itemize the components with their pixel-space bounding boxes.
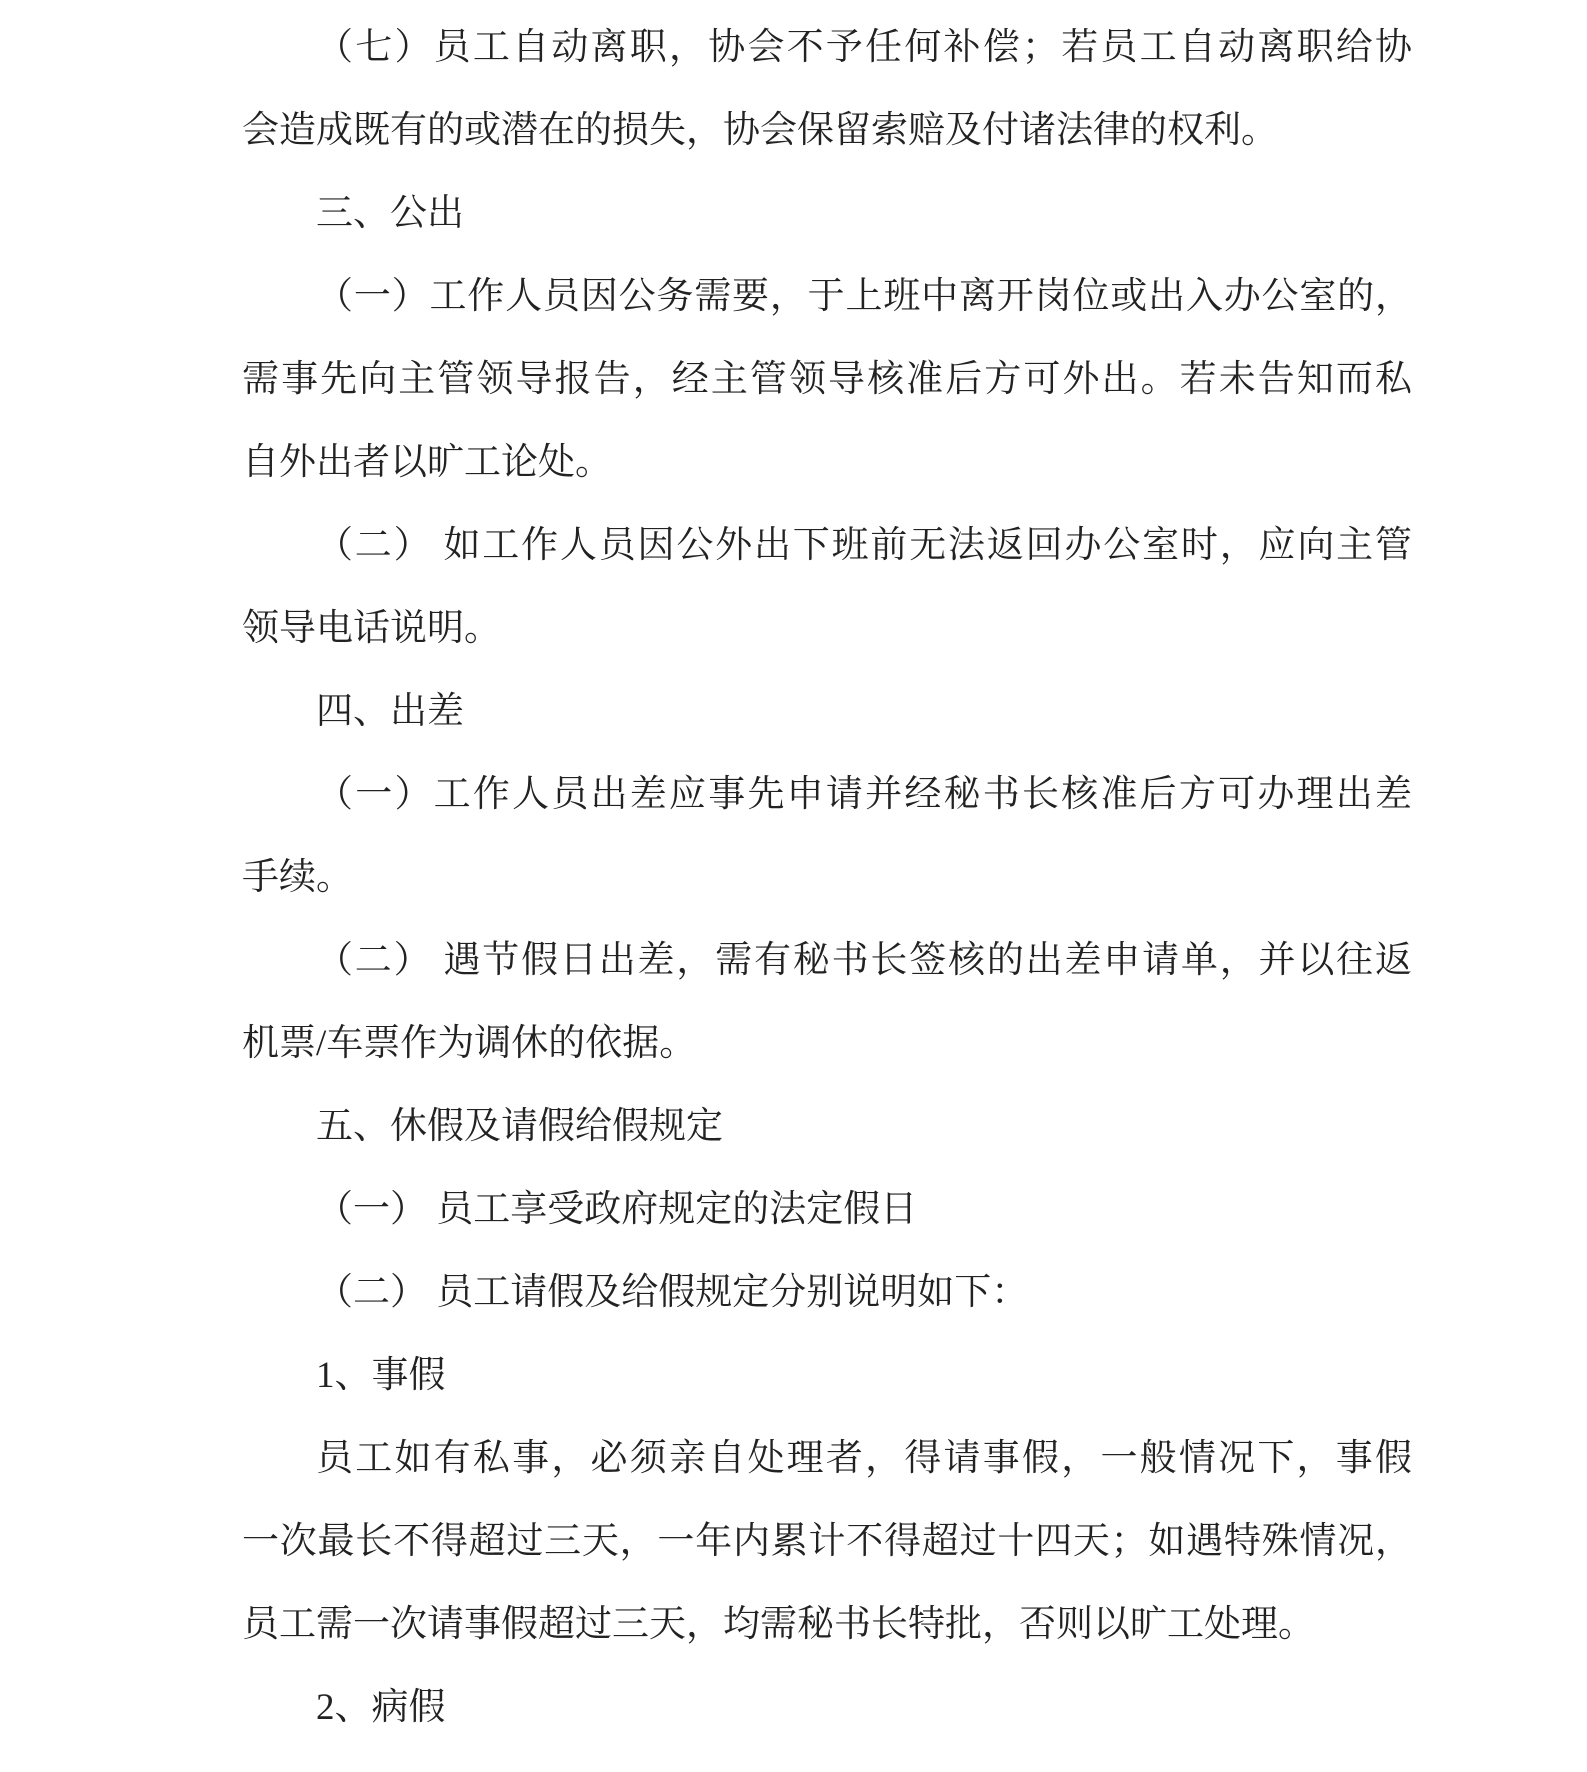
- text-line: （一）工作人员出差应事先申请并经秘书长核准后方可办理出差: [316, 774, 1412, 815]
- text-line: 手续。: [242, 857, 353, 898]
- text-line: 1、事假: [316, 1355, 446, 1396]
- text-line: （一） 员工享受政府规定的法定假日: [316, 1189, 918, 1230]
- text-line: （七）员工自动离职，协会不予任何补偿；若员工自动离职给协: [316, 27, 1412, 68]
- text-line: 领导电话说明。: [242, 608, 501, 649]
- text-line: （二） 如工作人员因公外出下班前无法返回办公室时，应向主管: [316, 525, 1412, 566]
- text-line: 机票/车票作为调休的依据。: [242, 1023, 697, 1064]
- text-line: 需事先向主管领导报告，经主管领导核准后方可外出。若未告知而私: [242, 359, 1412, 400]
- text-line: （一）工作人员因公务需要，于上班中离开岗位或出入办公室的，: [316, 276, 1412, 317]
- text-line: （二） 员工请假及给假规定分别说明如下：: [316, 1272, 1029, 1313]
- text-line: 自外出者以旷工论处。: [242, 442, 612, 483]
- text-line: 四、出差: [316, 691, 464, 732]
- text-line: （二） 遇节假日出差，需有秘书长签核的出差申请单，并以往返: [316, 940, 1412, 981]
- text-line: 员工需一次请事假超过三天，均需秘书长特批，否则以旷工处理。: [242, 1604, 1315, 1645]
- text-line: 2、病假: [316, 1687, 446, 1728]
- text-line: 会造成既有的或潜在的损失，协会保留索赔及付诸法律的权利。: [242, 110, 1278, 151]
- text-line: 一次最长不得超过三天，一年内累计不得超过十四天；如遇特殊情况，: [242, 1521, 1412, 1562]
- text-line: 五、休假及请假给假规定: [316, 1106, 723, 1147]
- text-line: 三、公出: [316, 193, 464, 234]
- text-line: 员工如有私事，必须亲自处理者，得请事假，一般情况下，事假: [316, 1438, 1412, 1479]
- document-body: [242, 6, 1412, 1749]
